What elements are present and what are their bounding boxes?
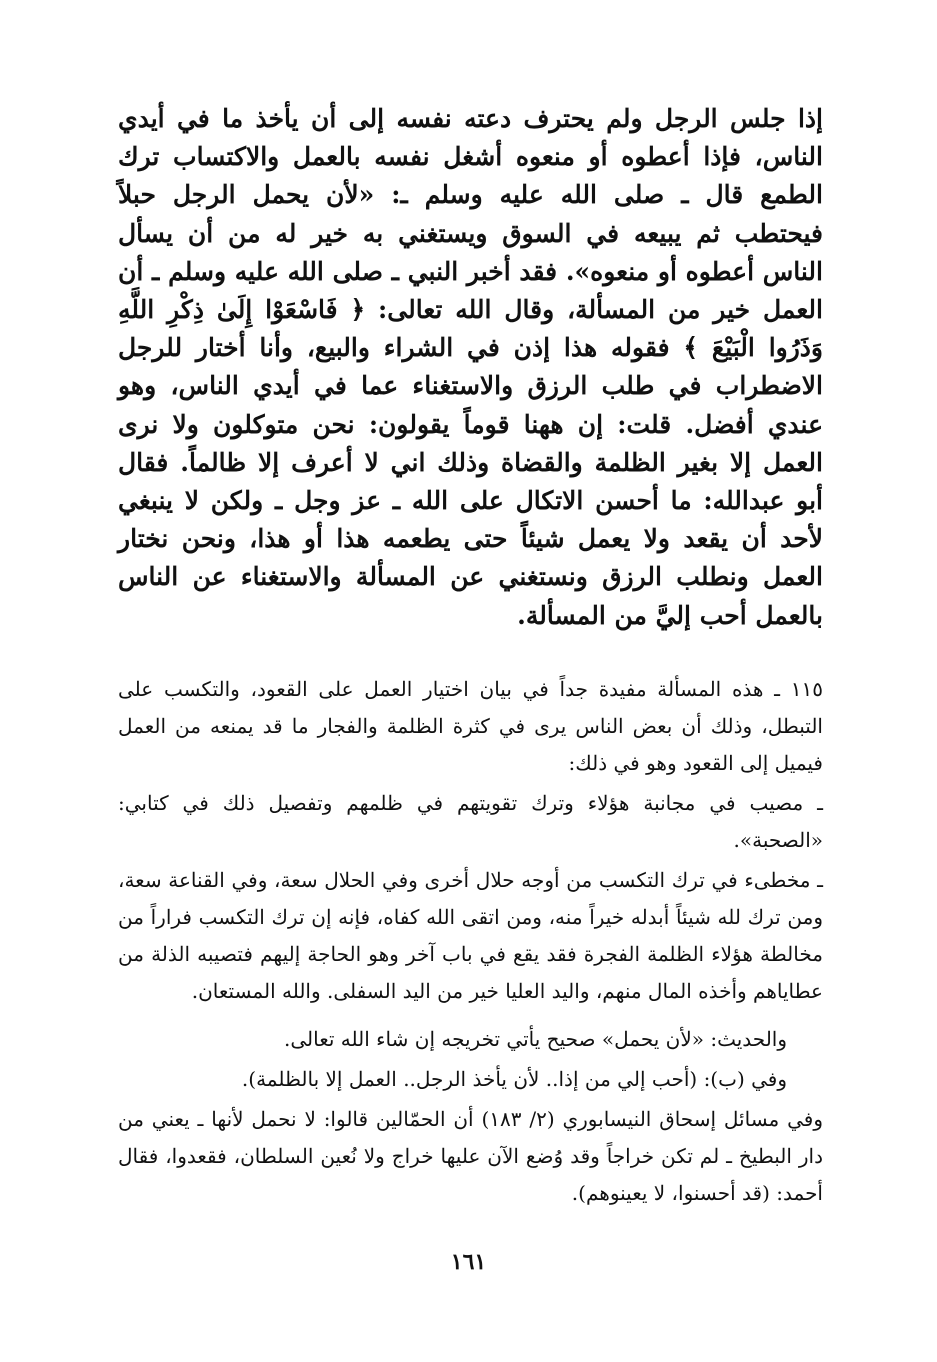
footnote-variant: وفي (ب): (أحب إلي من إذا.. لأن يأخذ الرجل.. العمل إلا بالظلمة). [241, 1066, 787, 1091]
footnote-point-2: ـ مخطىء في ترك التكسب من أوجه حلال أخرى وفي الحلال سعة، وفي القناعة سعة، ومن ترك لله شيئاً أبدله خيراً منه، ومن اتقى الله كفاه، فإنه إن ترك التكسب فراراً من مخالطة هؤلاء الظلمة الفجرة فقد يقع في باب آخر وهو الحاجة إليهم فتصيبه الذلة من عطاياهم وأخذه المال منهم، واليد العليا خير من اليد السفلى. والله المستعان. [118, 867, 823, 1003]
quran-verse: ﴿ فَاسْعَوْا إِلَىٰ ذِكْرِ اللَّهِ وَذَرُوا الْبَيْعَ ﴾ [118, 295, 823, 363]
main-text-before-quote: إذا جلس الرجل ولم يحترف دعته نفسه إلى أن يأخذ ما في أيدي الناس، فإذا أعطوه أو منعوه أشغل نفسه بالعمل والاكتساب ترك الطمع قال ـ صلى الله عليه وسلم ـ: «لأن يحمل الرجل حبلاً فيحتطب ثم يبيعه في السوق ويستغني به خير له من أن يسأل الناس أعطوه أو منعوه». فقد أخبر النبي ـ صلى الله عليه وسلم ـ أن العمل خير من المسألة، وقال الله تعالى: [118, 104, 824, 325]
book-page [118, 100, 823, 1212]
footnotes-section [118, 671, 823, 1212]
footnote-hadith: والحديث: «لأن يحمل» صحيح يأتي تخريجه إن شاء الله تعالى. [284, 1026, 787, 1051]
footnote-point-1: ـ مصيب في مجانبة هؤلاء وترك تقويتهم في ظلمهم وتفصيل ذلك في كتابي: «الصحبة». [118, 790, 823, 852]
footnote-masail: وفي مسائل إسحاق النيسابوري (٢/ ١٨٣) أن الحمّالين قالوا: لا نحمل لأنها ـ يعني من دار البطيخ ـ لم تكن خراجاً وقد وُضع الآن عليها خراج ولا نُعين السلطان، فقعدوا، فقال أحمد: (قد أحسنوا، لا يعينوهم). [118, 1106, 823, 1205]
page-number: ١٦١ [450, 1249, 487, 1275]
main-text-after-quote: فقوله هذا إذن في الشراء والبيع، وأنا أختار للرجل الاضطراب في طلب الرزق والاستغناء عما في أيدي الناس، وهو عندي أفضل. قلت: إن ههنا قوماً يقولون: نحن متوكلون ولا نرى العمل إلا بغير الظلمة والقضاة وذلك اني لا أعرف إلا ظالماً. فقال أبو عبدالله: ما أحسن الاتكال على الله ـ عز وجل ـ ولكن لا ينبغي لأحد أن يقعد ولا يعمل شيئاً حتى يطعمه هذا أو هذا، ونحن نختار العمل ونطلب الرزق ونستغني عن المسألة والاستغناء عن الناس بالعمل أحب إليَّ من المسألة. [118, 333, 823, 630]
footnote-115: ١١٥ ـ هذه المسألة مفيدة جداً في بيان اختيار العمل على القعود، والتكسب على التبطل، وذلك أن بعض الناس يرى في كثرة الظلمة والفجار ما قد يمنعه من العمل فيميل إلى القعود وهو في ذلك: [118, 676, 823, 775]
main-paragraph [118, 100, 823, 635]
